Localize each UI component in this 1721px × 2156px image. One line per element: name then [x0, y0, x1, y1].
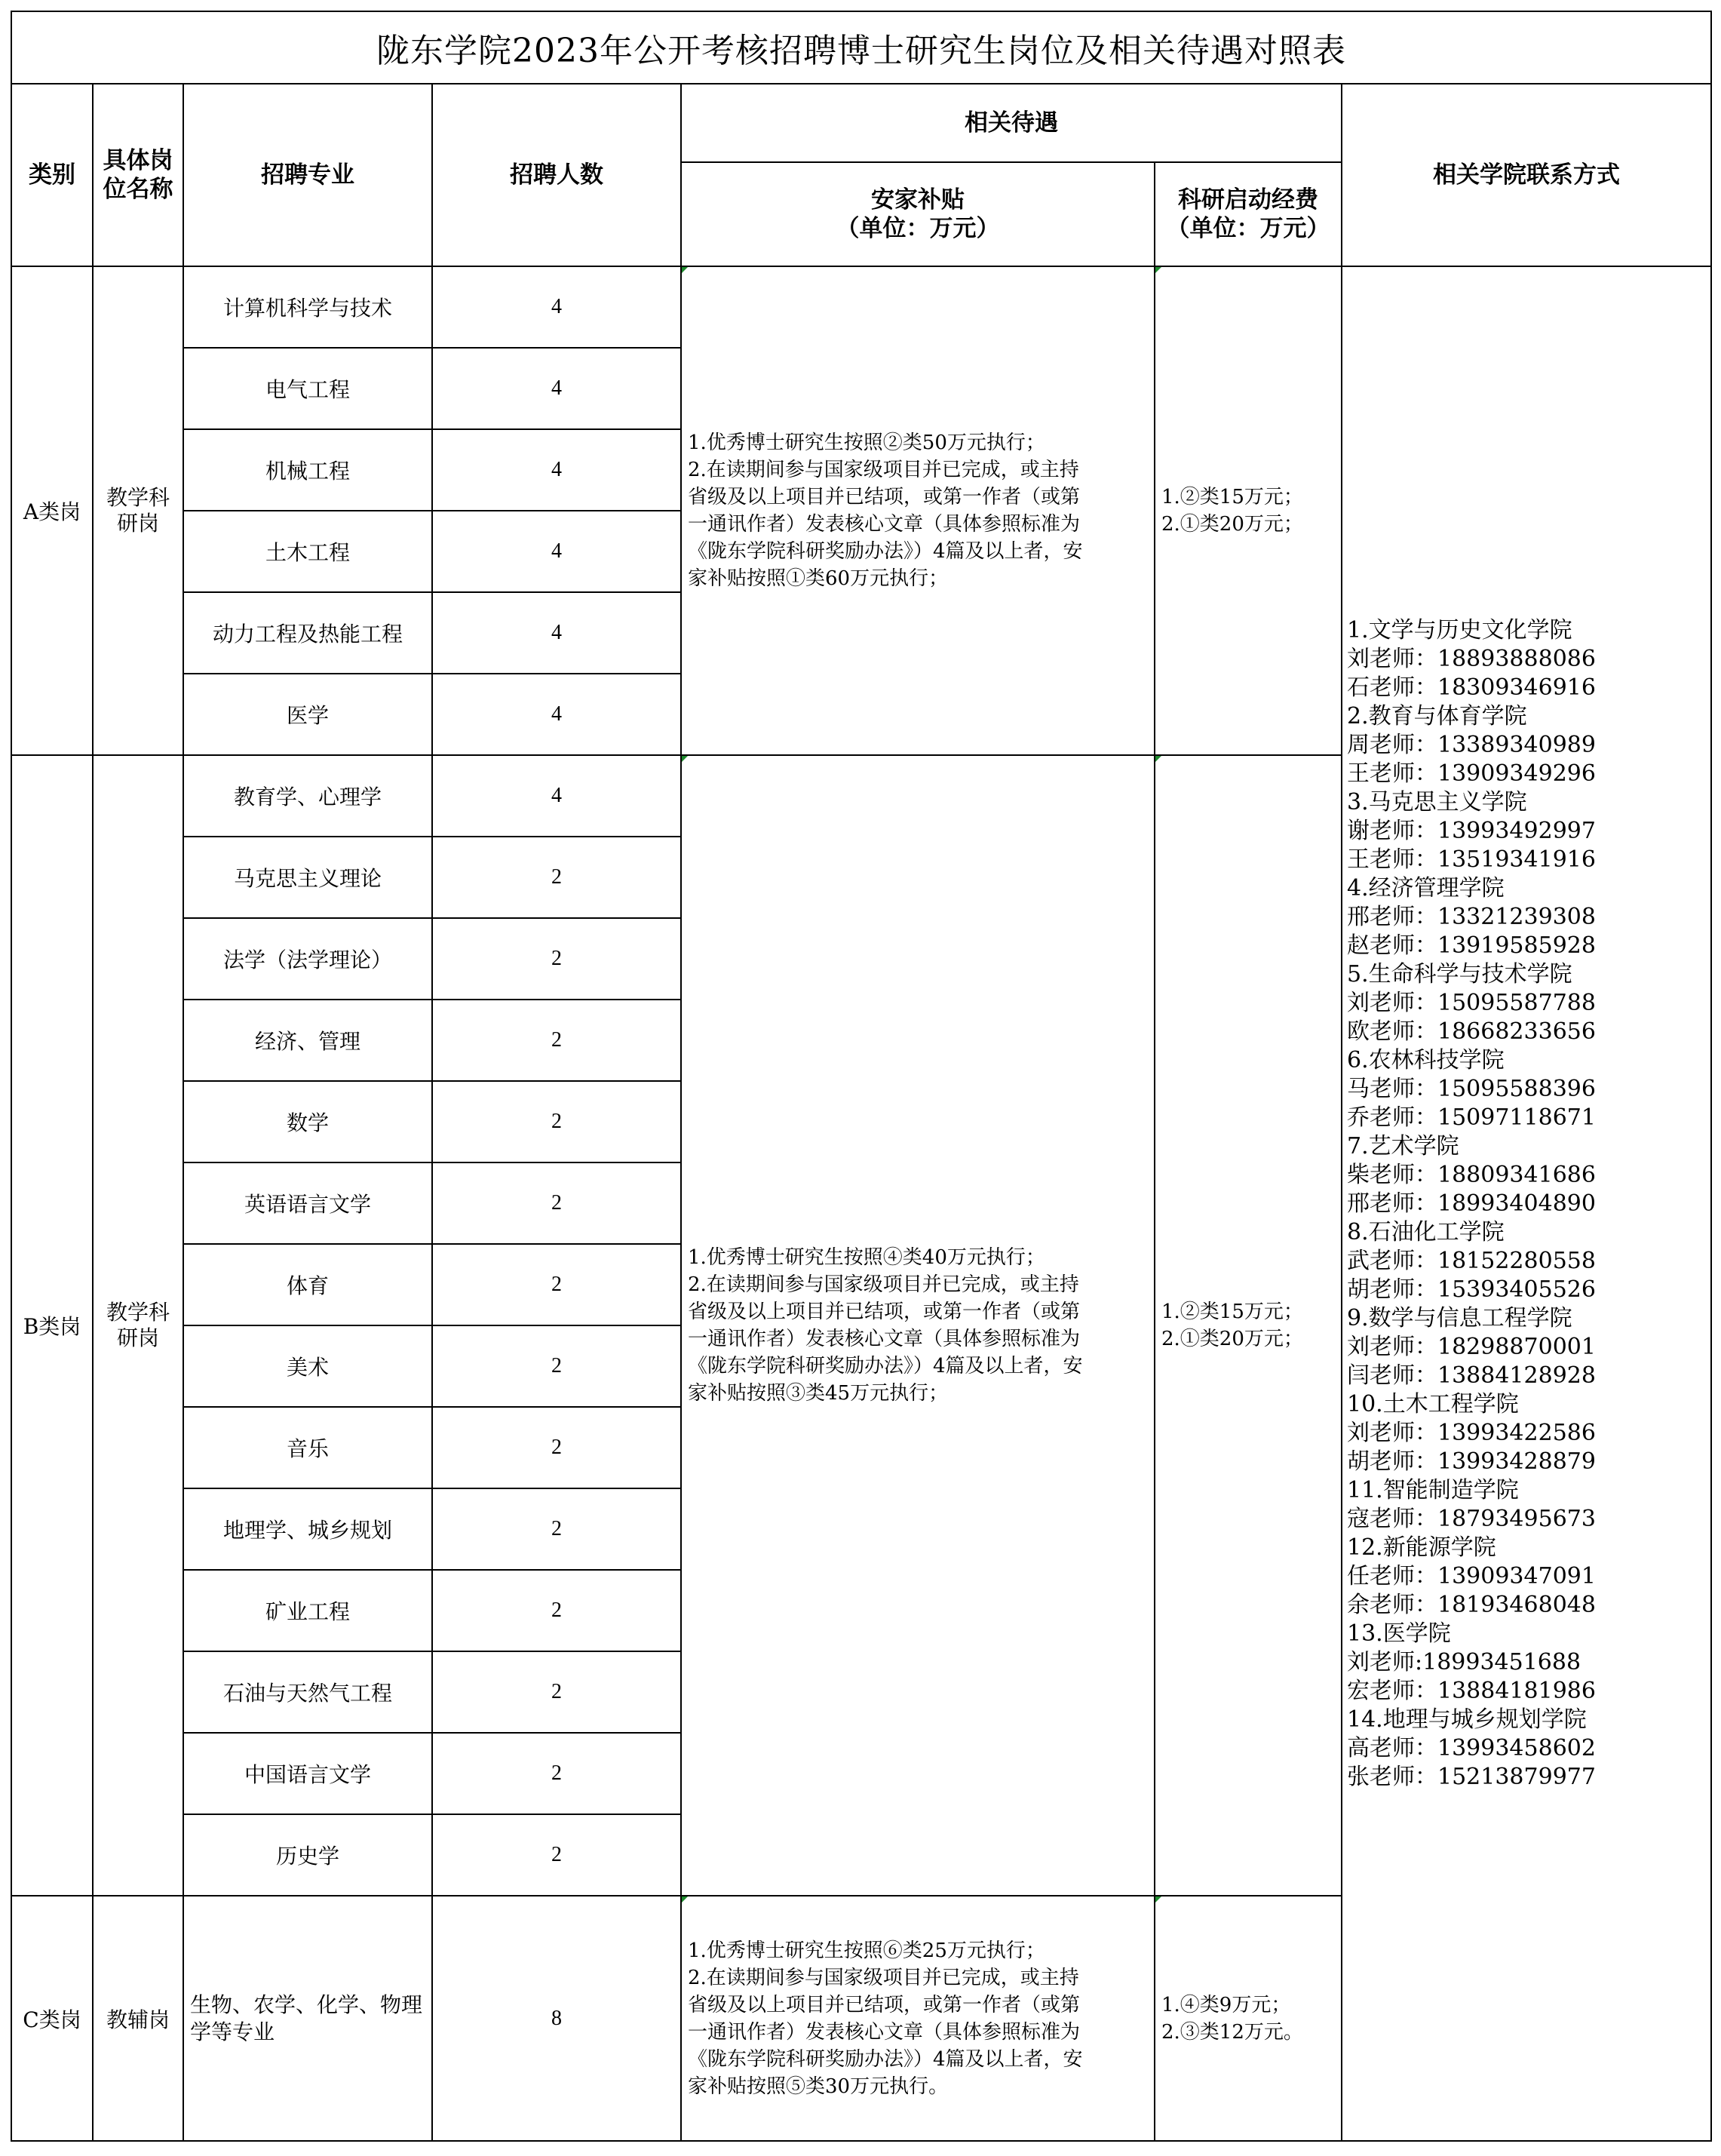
count-cell: 2	[432, 1244, 681, 1325]
contact-line: 闫老师：13884128928	[1347, 1362, 1596, 1389]
subsidy-line: 省级及以上项目并已结项，或第一作者（或第	[688, 1993, 1081, 2016]
count-cell: 4	[432, 592, 681, 674]
subsidy-line: 省级及以上项目并已结项，或第一作者（或第	[688, 1301, 1081, 1323]
header-count: 招聘人数	[432, 84, 681, 266]
major-cell: 教育学、心理学	[183, 755, 432, 837]
header-treatment: 相关待遇	[681, 84, 1342, 162]
position-text: 教学科研岗	[106, 485, 170, 536]
major-cell: 计算机科学与技术	[183, 266, 432, 348]
table-row	[11, 266, 1711, 348]
research-fund-cell	[1155, 266, 1342, 755]
cell-marker-icon	[682, 267, 688, 273]
count-cell: 4	[432, 755, 681, 837]
position-cell: 教辅岗	[93, 1896, 183, 2141]
recruitment-table-sheet	[11, 11, 1712, 2142]
major-cell: 矿业工程	[183, 1570, 432, 1651]
major-cell: 医学	[183, 674, 432, 755]
contact-line: 乔老师：15097118671	[1347, 1104, 1596, 1131]
header-research-fund	[1155, 162, 1342, 266]
contact-line: 8.石油化工学院	[1347, 1218, 1505, 1245]
contact-cell	[1342, 266, 1711, 2141]
contact-line: 刘老师：15095587788	[1347, 989, 1596, 1016]
count-cell: 2	[432, 918, 681, 1000]
subsidy-cell	[681, 755, 1155, 1896]
contact-line: 马老师：15095588396	[1347, 1075, 1596, 1102]
contact-line: 邢老师：18993404890	[1347, 1190, 1596, 1217]
header-subsidy-unit: （单位：万元）	[836, 215, 1000, 242]
category-cell: B类岗	[11, 755, 93, 1896]
contact-line: 邢老师：13321239308	[1347, 903, 1596, 930]
subsidy-line: 省级及以上项目并已结项，或第一作者（或第	[688, 486, 1081, 508]
contact-line: 高老师：13993458602	[1347, 1734, 1596, 1761]
major-cell: 动力工程及热能工程	[183, 592, 432, 674]
cell-marker-icon	[1155, 1896, 1161, 1903]
contact-line: 7.艺术学院	[1347, 1132, 1459, 1159]
subsidy-line: 1.优秀博士研究生按照④类40万元执行；	[688, 1246, 1045, 1269]
cell-marker-icon	[1155, 267, 1161, 273]
count-cell: 2	[432, 837, 681, 918]
subsidy-line: 《陇东学院科研奖励办法》）4篇及以上者，安	[688, 2047, 1083, 2071]
count-cell: 2	[432, 1325, 681, 1407]
research-fund-cell	[1155, 755, 1342, 1896]
contact-line: 张老师：15213879977	[1347, 1763, 1596, 1790]
contact-line: 石老师：18309346916	[1347, 674, 1596, 701]
count-cell: 2	[432, 1651, 681, 1733]
count-cell: 4	[432, 348, 681, 429]
position-cell	[93, 755, 183, 1896]
cell-marker-icon	[682, 756, 688, 762]
contact-line: 寇老师：18793495673	[1347, 1505, 1596, 1532]
major-cell: 体育	[183, 1244, 432, 1325]
contact-line: 余老师：18193468048	[1347, 1591, 1596, 1618]
contact-line: 胡老师：15393405526	[1347, 1276, 1596, 1303]
major-cell: 英语语言文学	[183, 1162, 432, 1244]
cell-marker-icon	[682, 1896, 688, 1903]
contact-line: 赵老师：13919585928	[1347, 932, 1596, 959]
position-text: 教学科研岗	[106, 1300, 170, 1350]
contact-line: 王老师：13519341916	[1347, 846, 1596, 873]
subsidy-line: 家补贴按照①类60万元执行；	[688, 567, 949, 590]
cell-marker-icon	[1155, 756, 1161, 762]
header-research-fund-label: 科研启动经费	[1178, 186, 1318, 213]
contact-line: 3.马克思主义学院	[1347, 788, 1527, 815]
subsidy-line: 一通讯作者）发表核心文章（具体参照标准为	[688, 1328, 1081, 1350]
count-cell: 2	[432, 1814, 681, 1896]
count-cell: 4	[432, 511, 681, 592]
count-cell: 2	[432, 1081, 681, 1162]
contact-line: 宏老师：13884181986	[1347, 1677, 1596, 1704]
contact-line: 刘老师：18893888086	[1347, 645, 1596, 672]
position-cell	[93, 266, 183, 755]
contact-line: 刘老师：13993422586	[1347, 1419, 1596, 1446]
subsidy-cell	[681, 1896, 1155, 2141]
research-fund-line: 2.①类20万元；	[1161, 513, 1303, 536]
contact-line: 王老师：13909349296	[1347, 760, 1596, 787]
header-research-fund-unit: （单位：万元）	[1166, 215, 1330, 242]
research-fund-line: 1.②类15万元；	[1161, 1301, 1303, 1323]
count-cell: 8	[432, 1896, 681, 2141]
count-cell: 2	[432, 1000, 681, 1081]
count-cell: 4	[432, 266, 681, 348]
subsidy-line: 一通讯作者）发表核心文章（具体参照标准为	[688, 513, 1081, 536]
count-cell: 4	[432, 429, 681, 511]
subsidy-line: 一通讯作者）发表核心文章（具体参照标准为	[688, 2020, 1081, 2044]
major-cell: 历史学	[183, 1814, 432, 1896]
subsidy-line: 1.优秀博士研究生按照⑥类25万元执行；	[688, 1939, 1045, 1962]
contact-line: 刘老师：18298870001	[1347, 1333, 1596, 1360]
contact-line: 武老师：18152280558	[1347, 1247, 1596, 1274]
major-cell: 石油与天然气工程	[183, 1651, 432, 1733]
contact-line: 刘老师:18993451688	[1347, 1648, 1581, 1675]
category-cell: A类岗	[11, 266, 93, 755]
contact-line: 柴老师：18809341686	[1347, 1161, 1596, 1188]
subsidy-line: 2.在读期间参与国家级项目并已完成，或主持	[688, 459, 1079, 481]
count-cell: 2	[432, 1162, 681, 1244]
header-category: 类别	[11, 84, 93, 266]
contact-line: 10.土木工程学院	[1347, 1390, 1519, 1417]
header-subsidy-label: 安家补贴	[871, 186, 965, 213]
major-cell: 音乐	[183, 1407, 432, 1488]
subsidy-line: 2.在读期间参与国家级项目并已完成，或主持	[688, 1966, 1079, 1989]
major-cell: 生物、农学、化学、物理学等专业	[183, 1896, 432, 2141]
major-cell: 土木工程	[183, 511, 432, 592]
major-cell: 中国语言文学	[183, 1733, 432, 1814]
count-cell: 4	[432, 674, 681, 755]
research-fund-line: 2.③类12万元。	[1161, 2020, 1303, 2044]
header-subsidy	[681, 162, 1155, 266]
subsidy-line: 2.在读期间参与国家级项目并已完成，或主持	[688, 1273, 1079, 1296]
count-cell: 2	[432, 1570, 681, 1651]
contact-line: 欧老师：18668233656	[1347, 1018, 1596, 1045]
research-fund-line: 1.④类9万元；	[1161, 1993, 1291, 2016]
recruitment-table	[11, 11, 1712, 2142]
contact-line: 9.数学与信息工程学院	[1347, 1304, 1572, 1331]
subsidy-line: 家补贴按照③类45万元执行；	[688, 1382, 949, 1405]
subsidy-line: 家补贴按照⑤类30万元执行。	[688, 2075, 949, 2098]
category-cell: C类岗	[11, 1896, 93, 2141]
major-cell: 马克思主义理论	[183, 837, 432, 918]
header-major: 招聘专业	[183, 84, 432, 266]
contact-line: 胡老师：13993428879	[1347, 1448, 1596, 1475]
header-position-name: 具体岗位名称	[93, 84, 183, 266]
contact-line: 6.农林科技学院	[1347, 1046, 1505, 1073]
contact-line: 谢老师：13993492997	[1347, 817, 1596, 844]
major-cell: 机械工程	[183, 429, 432, 511]
research-fund-line: 1.②类15万元；	[1161, 486, 1303, 508]
header-contact: 相关学院联系方式	[1342, 84, 1711, 266]
contact-line: 5.生命科学与技术学院	[1347, 960, 1572, 987]
contact-line: 1.文学与历史文化学院	[1347, 616, 1572, 643]
contact-line: 4.经济管理学院	[1347, 874, 1505, 901]
contact-line: 2.教育与体育学院	[1347, 702, 1527, 729]
count-cell: 2	[432, 1733, 681, 1814]
contact-line: 周老师：13389340989	[1347, 731, 1596, 758]
contact-line: 14.地理与城乡规划学院	[1347, 1706, 1587, 1733]
contact-line: 12.新能源学院	[1347, 1534, 1496, 1561]
count-cell: 2	[432, 1407, 681, 1488]
subsidy-line: 《陇东学院科研奖励办法》）4篇及以上者，安	[688, 540, 1083, 563]
contact-line: 13.医学院	[1347, 1620, 1451, 1647]
research-fund-line: 2.①类20万元；	[1161, 1328, 1303, 1350]
major-cell: 电气工程	[183, 348, 432, 429]
research-fund-cell	[1155, 1896, 1342, 2141]
contact-line: 11.智能制造学院	[1347, 1476, 1519, 1503]
subsidy-line: 1.优秀博士研究生按照②类50万元执行；	[688, 432, 1045, 454]
count-cell: 2	[432, 1488, 681, 1570]
major-cell: 美术	[183, 1325, 432, 1407]
table-title: 陇东学院2023年公开考核招聘博士研究生岗位及相关待遇对照表	[11, 11, 1711, 84]
subsidy-line: 《陇东学院科研奖励办法》）4篇及以上者，安	[688, 1355, 1083, 1377]
contact-line: 任老师：13909347091	[1347, 1562, 1596, 1589]
major-cell: 经济、管理	[183, 1000, 432, 1081]
major-cell: 数学	[183, 1081, 432, 1162]
subsidy-cell	[681, 266, 1155, 755]
major-cell: 法学（法学理论）	[183, 918, 432, 1000]
major-cell: 地理学、城乡规划	[183, 1488, 432, 1570]
